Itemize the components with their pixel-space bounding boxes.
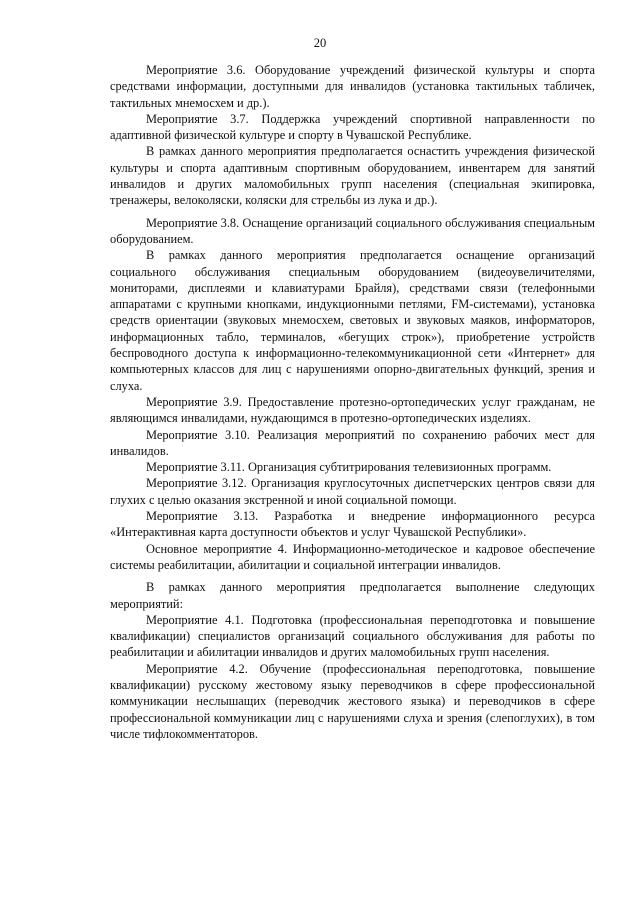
- document-body: [110, 62, 595, 742]
- paragraph-measure-4-2: Мероприятие 4.2. Обучение (профессиональная переподготовка, повышение квалификации) русскому жестовому языку переводчиков в сфере профессиональной коммуникации неслышащих (переводчик жестового языка) и переводчиков в сфере профессиональной коммуникации лиц с нарушениями слуха и зрения (слепоглухих), в том числе тифлокомментаторов.: [110, 661, 595, 741]
- paragraph-measure-4-1: Мероприятие 4.1. Подготовка (профессиональная переподготовка и повышение квалификации) специалистов организаций социального обслуживания для работы по реабилитации и абилитации инвалидов и других маломобильных групп населения.: [110, 612, 595, 660]
- paragraph-measure-3-7-details: В рамках данного мероприятия предполагается оснастить учреждения физической культуры и спорта адаптивным спортивным оборудованием, инвентарем для занятий инвалидов и других маломобильных групп населения (специальная экипировка, тренажеры, велоколяски, коляски для стрельбы из лука и др.).: [110, 144, 595, 208]
- page-number: 20: [313, 36, 327, 50]
- paragraph-measure-3-8: Мероприятие 3.8. Оснащение организаций социального обслуживания специальным оборудованием.: [110, 215, 595, 246]
- paragraph-measure-3-6: Мероприятие 3.6. Оборудование учреждений физической культуры и спорта средствами информации, доступными для инвалидов (установка тактильных табличек, тактильных мнемосхем и др.).: [110, 63, 595, 110]
- paragraph-measure-3-8-details: В рамках данного мероприятия предполагается оснащение организаций социального обслуживания специальным оборудованием (видеоувеличителями, мониторами, дисплеями и клавиатурами Брайля), средствами связи (телефонными аппаратами с крупными кнопками, индукционными петлями, FM-системами), установка средств ориентации (звуковых мнемосхем, световых и звуковых маяков, информаторов, информационных табло, терминалов, «бегущих строк»), приобретение устройств беспроводного доступа к информационно-телекоммуникационной сети «Интернет» для компьютерных классов для лиц с нарушениями опорно-двигательных функций, зрения и слуха.: [110, 248, 595, 393]
- paragraph-main-measure-4-intro: В рамках данного мероприятия предполагается выполнение следующих мероприятий:: [110, 580, 595, 611]
- paragraph-main-measure-4: Основное мероприятие 4. Информационно-методическое и кадровое обеспечение системы реабилитации, абилитации и социальной интеграции инвалидов.: [110, 541, 595, 572]
- paragraph-measure-3-10: Мероприятие 3.10. Реализация мероприятий по сохранению рабочих мест для инвалидов.: [110, 427, 595, 458]
- paragraph-measure-3-12: Мероприятие 3.12. Организация круглосуточных диспетчерских центров связи для глухих с целью оказания экстренной и иной социальной помощи.: [110, 476, 595, 507]
- paragraph-measure-3-7: Мероприятие 3.7. Поддержка учреждений спортивной направленности по адаптивной физической культуре и спорту в Чувашской Республике.: [110, 111, 595, 143]
- paragraph-measure-3-13: Мероприятие 3.13. Разработка и внедрение информационного ресурса «Интерактивная карта доступности объектов и услуг Чувашской Республики».: [110, 509, 595, 540]
- paragraph-measure-3-11: Мероприятие 3.11. Организация субтитрирования телевизионных программ.: [146, 460, 552, 475]
- paragraph-measure-3-9: Мероприятие 3.9. Предоставление протезно-ортопедических услуг гражданам, не являющимся инвалидами, нуждающимся в протезно-ортопедических изделиях.: [110, 394, 595, 426]
